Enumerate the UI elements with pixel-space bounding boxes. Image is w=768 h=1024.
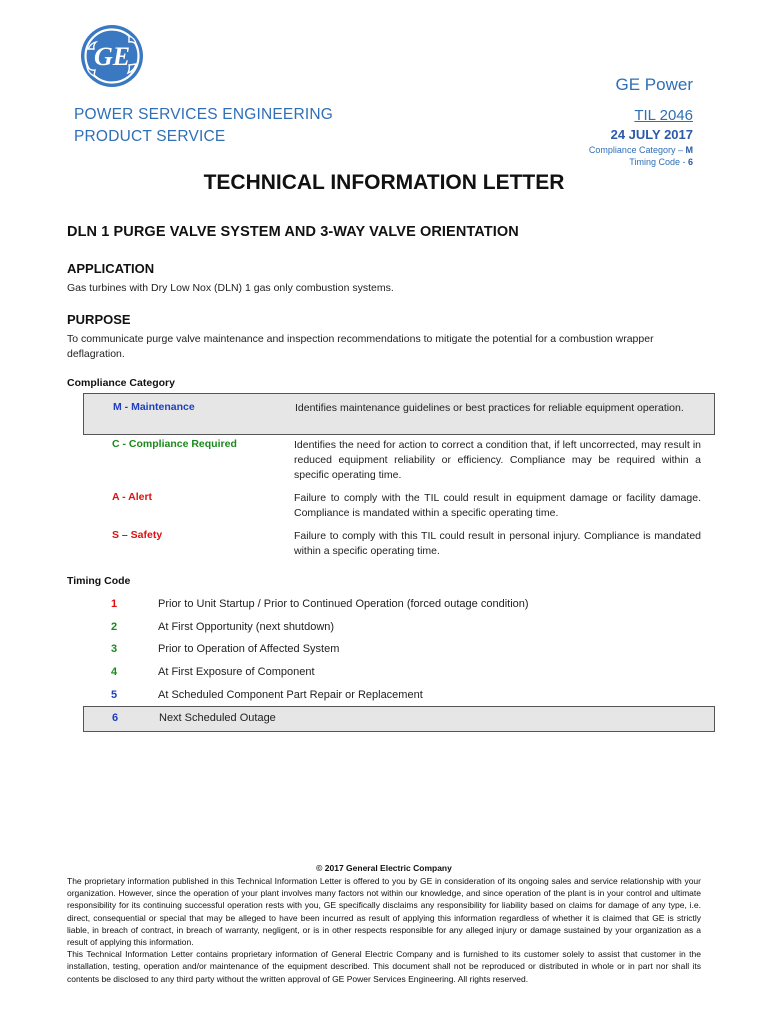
timing-row-6 [83,706,715,732]
compliance-row-text: Identifies maintenance guidelines or best practices for reliable equipment operation. [295,402,684,414]
timing-row-text: Prior to Unit Startup / Prior to Continued Operation (forced outage condition) [158,598,529,610]
compliance-row-maintenance [83,393,715,435]
disclaimer [67,875,701,985]
ge-logo [80,24,144,88]
application-text: Gas turbines with Dry Low Nox (DLN) 1 gas only combustion systems. [67,282,394,294]
timing-row-1 [83,593,713,617]
timing-row-number: 4 [111,666,118,678]
compliance-row-label: M - Maintenance [113,401,195,413]
compliance-row-alert [83,484,713,520]
timing-row-3 [83,638,713,662]
compliance-row-text: Failure to comply with this TIL could result in personal injury. Compliance is mandated within a specific operating time. [294,530,701,557]
compliance-category-meta: Compliance Category – M [588,145,693,155]
til-date: 24 JULY 2017 [610,127,693,142]
compliance-row-compliance-required [83,431,713,481]
compliance-row-label: C - Compliance Required [112,438,237,450]
timing-row-number: 3 [111,643,118,655]
timing-row-4 [83,661,713,685]
purpose-text: To communicate purge valve maintenance and inspection recommendations to mitigate the potential for a combustion wrapper deflagration. [67,333,654,360]
compliance-row-safety [83,522,713,558]
copyright-notice: © 2017 General Electric Company [316,863,452,873]
compliance-row-text: Failure to comply with the TIL could result in equipment damage or facility damage. Compliance is mandated within a specific operating time. [294,492,701,519]
timing-row-text: At Scheduled Component Part Repair or Replacement [158,689,423,701]
purpose-heading: PURPOSE [67,312,131,327]
timing-code-heading: Timing Code [67,575,131,587]
compliance-row-text: Identifies the need for action to correct a condition that, if left uncorrected, may result in reduced equipment reliability or efficiency. Compliance may be required within a specific operating time. [294,439,701,481]
timing-row-text: Next Scheduled Outage [159,712,276,724]
disclaimer-paragraph-1: The proprietary information published in this Technical Information Letter is offered to you by GE in consideration of its ongoing sales and service relationship with your organization. However, since the operation of your plant involves many factors not within our knowledge, and since operation of the plant is in your control and ultimate responsibility for its continuing successful operation rests with you, GE specifically disclaims any responsibility for liability based on claims for damage of any type, i.e. direct, consequential or special that may be alleged to have been incurred as result of applying this information regardless of whether it is claimed that GE is strictly liable, in breach of contract, in breach of warranty, negligent, or is in other respects responsible for any alleged injury or damage sustained by your organization as a result of applying this information. [67,876,701,948]
compliance-category-heading: Compliance Category [67,377,175,389]
timing-row-number: 1 [111,598,118,610]
timing-row-number: 2 [111,621,118,633]
department-line-2: PRODUCT SERVICE [74,128,226,145]
disclaimer-paragraph-2: This Technical Information Letter contains proprietary information of General Electric Company and is furnished to its customer solely to assist that customer in the installation, testing, operation and/or maintenance of the equipment described. This document shall not be reproduced or distributed in whole or in part nor shall its contents be disclosed to any third party without the written approval of GE Power Services Engineering. All rights reserved. [67,949,701,984]
subject-line: DLN 1 PURGE VALVE SYSTEM AND 3-WAY VALVE ORIENTATION [67,224,519,240]
compliance-row-label: S – Safety [112,529,163,541]
timing-code-meta: Timing Code - 6 [629,157,693,167]
timing-row-number: 6 [112,712,119,724]
svg-text:GE: GE [93,42,131,71]
application-heading: APPLICATION [67,261,155,276]
company-name: GE Power [615,75,693,94]
timing-row-text: Prior to Operation of Affected System [158,643,340,655]
timing-row-text: At First Opportunity (next shutdown) [158,621,335,633]
timing-row-5 [83,684,713,708]
compliance-row-label: A - Alert [112,491,153,503]
department-line-1: POWER SERVICES ENGINEERING [74,106,333,123]
timing-row-number: 5 [111,689,118,701]
til-number: TIL 2046 [634,107,693,124]
timing-row-text: At First Exposure of Component [158,666,315,678]
document-title: TECHNICAL INFORMATION LETTER [203,171,565,194]
timing-row-2 [83,616,713,640]
